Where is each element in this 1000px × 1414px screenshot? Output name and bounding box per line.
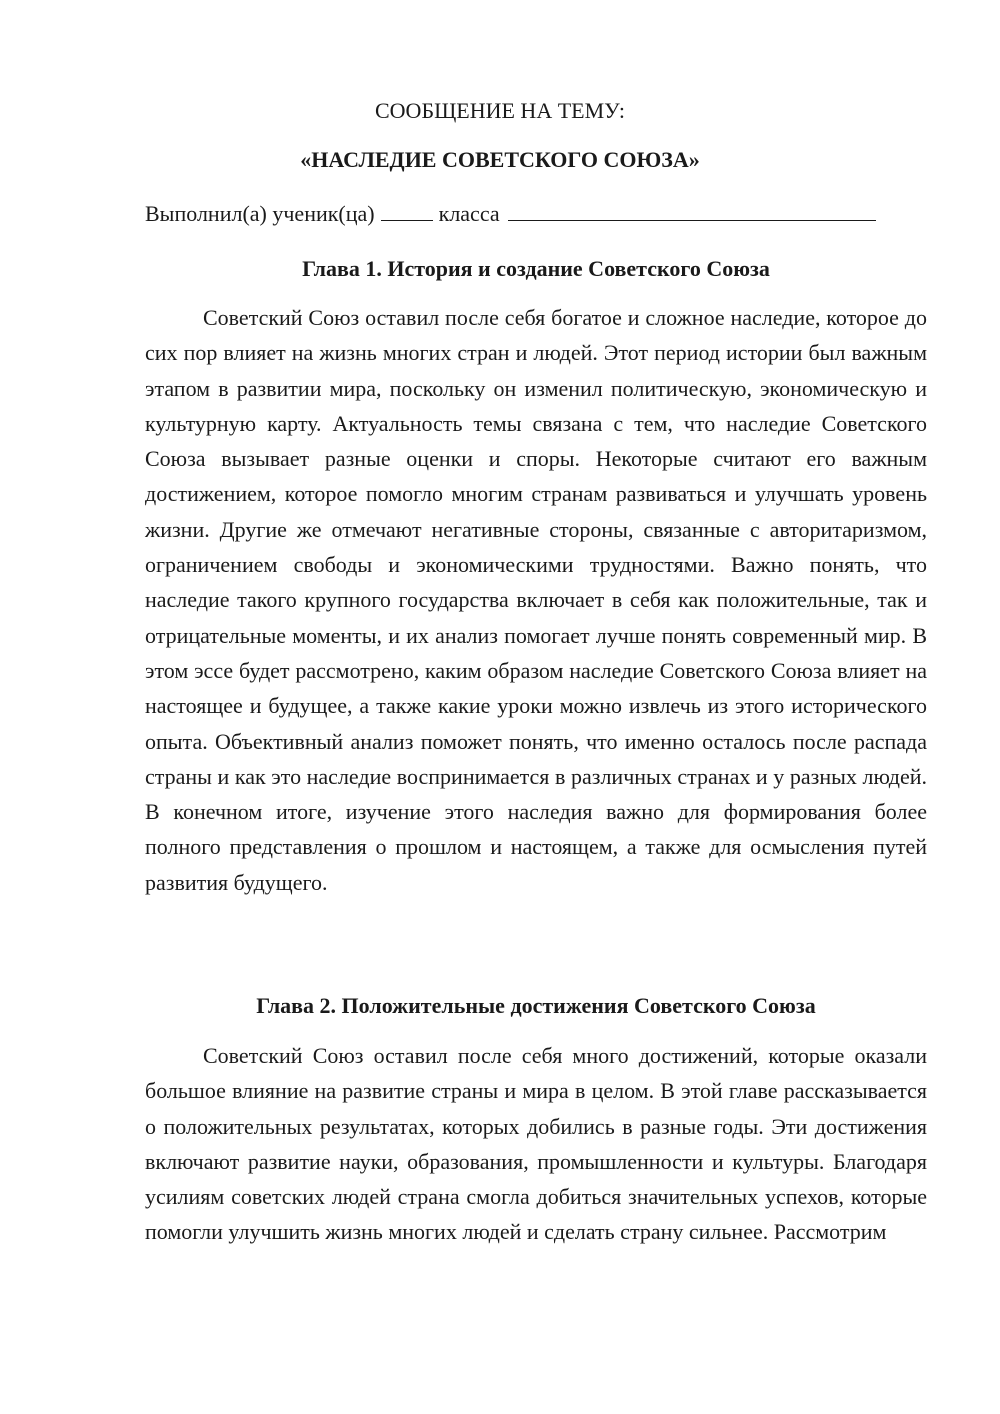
student-label: Выполнил(а) ученик(ца) [145,201,375,226]
class-label: класса [438,201,500,226]
document-title-line1: СООБЩЕНИЕ НА ТЕМУ: [375,98,625,123]
chapter-1-paragraph: Советский Союз оставил после себя богатое и сложное наследие, которое до сих пор влияет на жизнь многих стран и людей. Этот период истории был важным этапом в развитии мира, поскольку он изменил политическую, экономическую и культурную карту. Актуальность темы связана с тем, что наследие Советского Союза вызывает разные оценки и споры. Некоторые считают его важным достижением, которое помогло многим странам развиваться и улучшать уровень жизни. Другие же отмечают негативные стороны, связанные с авторитаризмом, ограничением свободы и экономическими трудностями. Важно понять, что наследие такого крупного государства включает в себя как положительные, так и отрицательные моменты, и их анализ помогает лучше понять современный мир. В этом эссе будет рассмотрено, каким образом наследие Советского Союза влияет на настоящее и будущее, а также какие уроки можно извлечь из этого исторического опыта. Объективный анализ поможет понять, что именно осталось после распада страны и как это наследие воспринимается в различных странах и у разных людей. В конечном итоге, изучение этого наследия важно для формирования более полного представления о прошлом и настоящем, а также для осмысления путей развития будущего. [145,305,927,895]
chapter-2-title: Глава 2. Положительные достижения Советского Союза [256,993,816,1018]
grade-blank [381,198,433,221]
document-title-topic: «НАСЛЕДИЕ СОВЕТСКОГО СОЮЗА» [300,147,700,172]
chapter-2-paragraph: Советский Союз оставил после себя много достижений, которые оказали большое влияние на развитие страны и мира в целом. В этой главе рассказывается о положительных результатах, которых добились в разные годы. Эти достижения включают развитие науки, образования, промышленности и культуры. Благодаря усилиям советских людей страна смогла добиться значительных успехов, которые помогли улучшить жизнь многих людей и сделать страну сильнее. Рассмотрим [145,1043,927,1245]
chapter-1-title: Глава 1. История и создание Советского Союза [302,256,770,281]
class-blank [508,198,876,221]
student-info-line [145,198,876,229]
